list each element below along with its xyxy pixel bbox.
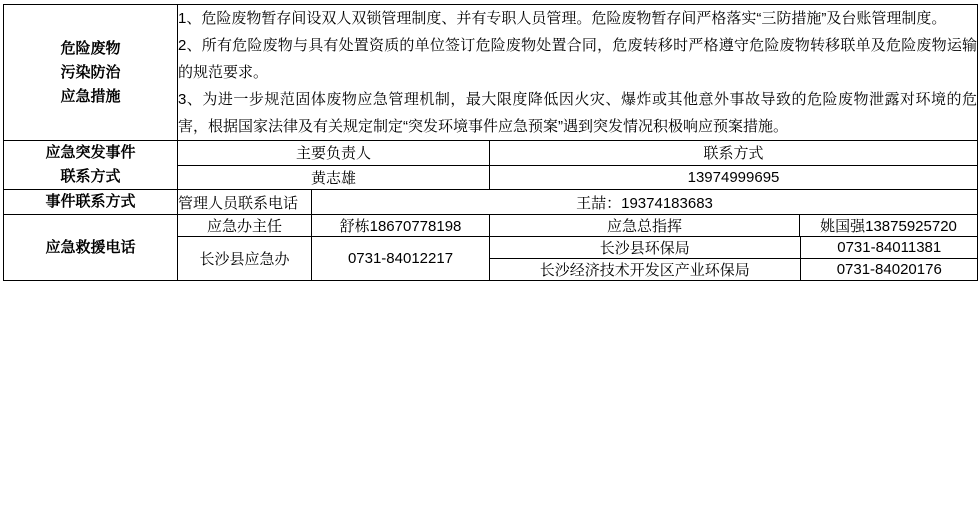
rescue-role-1: 应急总指挥 — [490, 215, 800, 237]
responsible-person-phone: 13974999695 — [490, 165, 978, 190]
row-header-incident-contact: 事件联系方式 — [4, 190, 178, 215]
manager-phone-label: 管理人员联系电话 — [178, 190, 312, 215]
rescue-sub-table — [490, 237, 978, 280]
rescue-role-2: 长沙县应急办 — [178, 237, 312, 281]
rescue-role-4: 长沙经济技术开发区产业环保局 — [490, 259, 800, 281]
responsible-person-name: 黄志雄 — [178, 165, 490, 190]
rescue-contact-4: 0731-84020176 — [800, 259, 978, 281]
table-row — [490, 259, 978, 281]
table-row — [490, 237, 978, 259]
row-header-line-1: 危险废物 — [60, 39, 121, 57]
row-header-emergency-contact — [4, 141, 178, 190]
rescue-contact-1: 姚国强13875925720 — [800, 215, 978, 237]
measure-paragraph-2: 2、所有危险废物与具有处置资质的单位签订危险废物处置合同，危废转移时严格遵守危险废物转移联单及危险废物运输的规范要求。 — [178, 37, 978, 81]
rescue-contact-2: 0731-84012217 — [312, 237, 490, 281]
rescue-sub-table-cell — [490, 237, 978, 281]
hazardous-waste-measures-text — [178, 5, 978, 141]
document-sheet — [0, 4, 978, 503]
column-header-responsible-person: 主要负责人 — [178, 141, 490, 166]
manager-phone-value: 王喆：19374183683 — [312, 190, 978, 215]
row-header-line-3: 应急措施 — [60, 87, 121, 105]
rescue-contact-3: 0731-84011381 — [800, 237, 978, 259]
column-header-contact-method: 联系方式 — [490, 141, 978, 166]
emergency-measures-table — [3, 4, 978, 281]
row-header-rescue-phones: 应急救援电话 — [4, 215, 178, 281]
rescue-contact-0: 舒栋18670778198 — [312, 215, 490, 237]
table-row — [4, 141, 978, 166]
table-row — [4, 5, 978, 141]
table-row — [4, 215, 978, 237]
measure-paragraph-1: 1、危险废物暂存间设双人双锁管理制度、并有专职人员管理。危险废物暂存间严格落实“三防措施”及台账管理制度。 — [178, 10, 947, 27]
row-header-line-1: 应急突发事件 — [45, 144, 136, 161]
row-header-hazardous-waste — [4, 5, 178, 141]
row-header-line-2: 联系方式 — [60, 168, 121, 185]
measure-paragraph-3: 3、为进一步规范固体废物应急管理机制，最大限度降低因火灾、爆炸或其他意外事故导致的危险废物泄露对环境的危害，根据国家法律及有关规定制定“突发环境事件应急预案”遇到突发情况积极响应预案措施。 — [178, 91, 978, 135]
rescue-role-3: 长沙县环保局 — [490, 237, 800, 259]
row-header-line-2: 污染防治 — [60, 63, 121, 81]
table-row — [4, 190, 978, 215]
rescue-role-0: 应急办主任 — [178, 215, 312, 237]
